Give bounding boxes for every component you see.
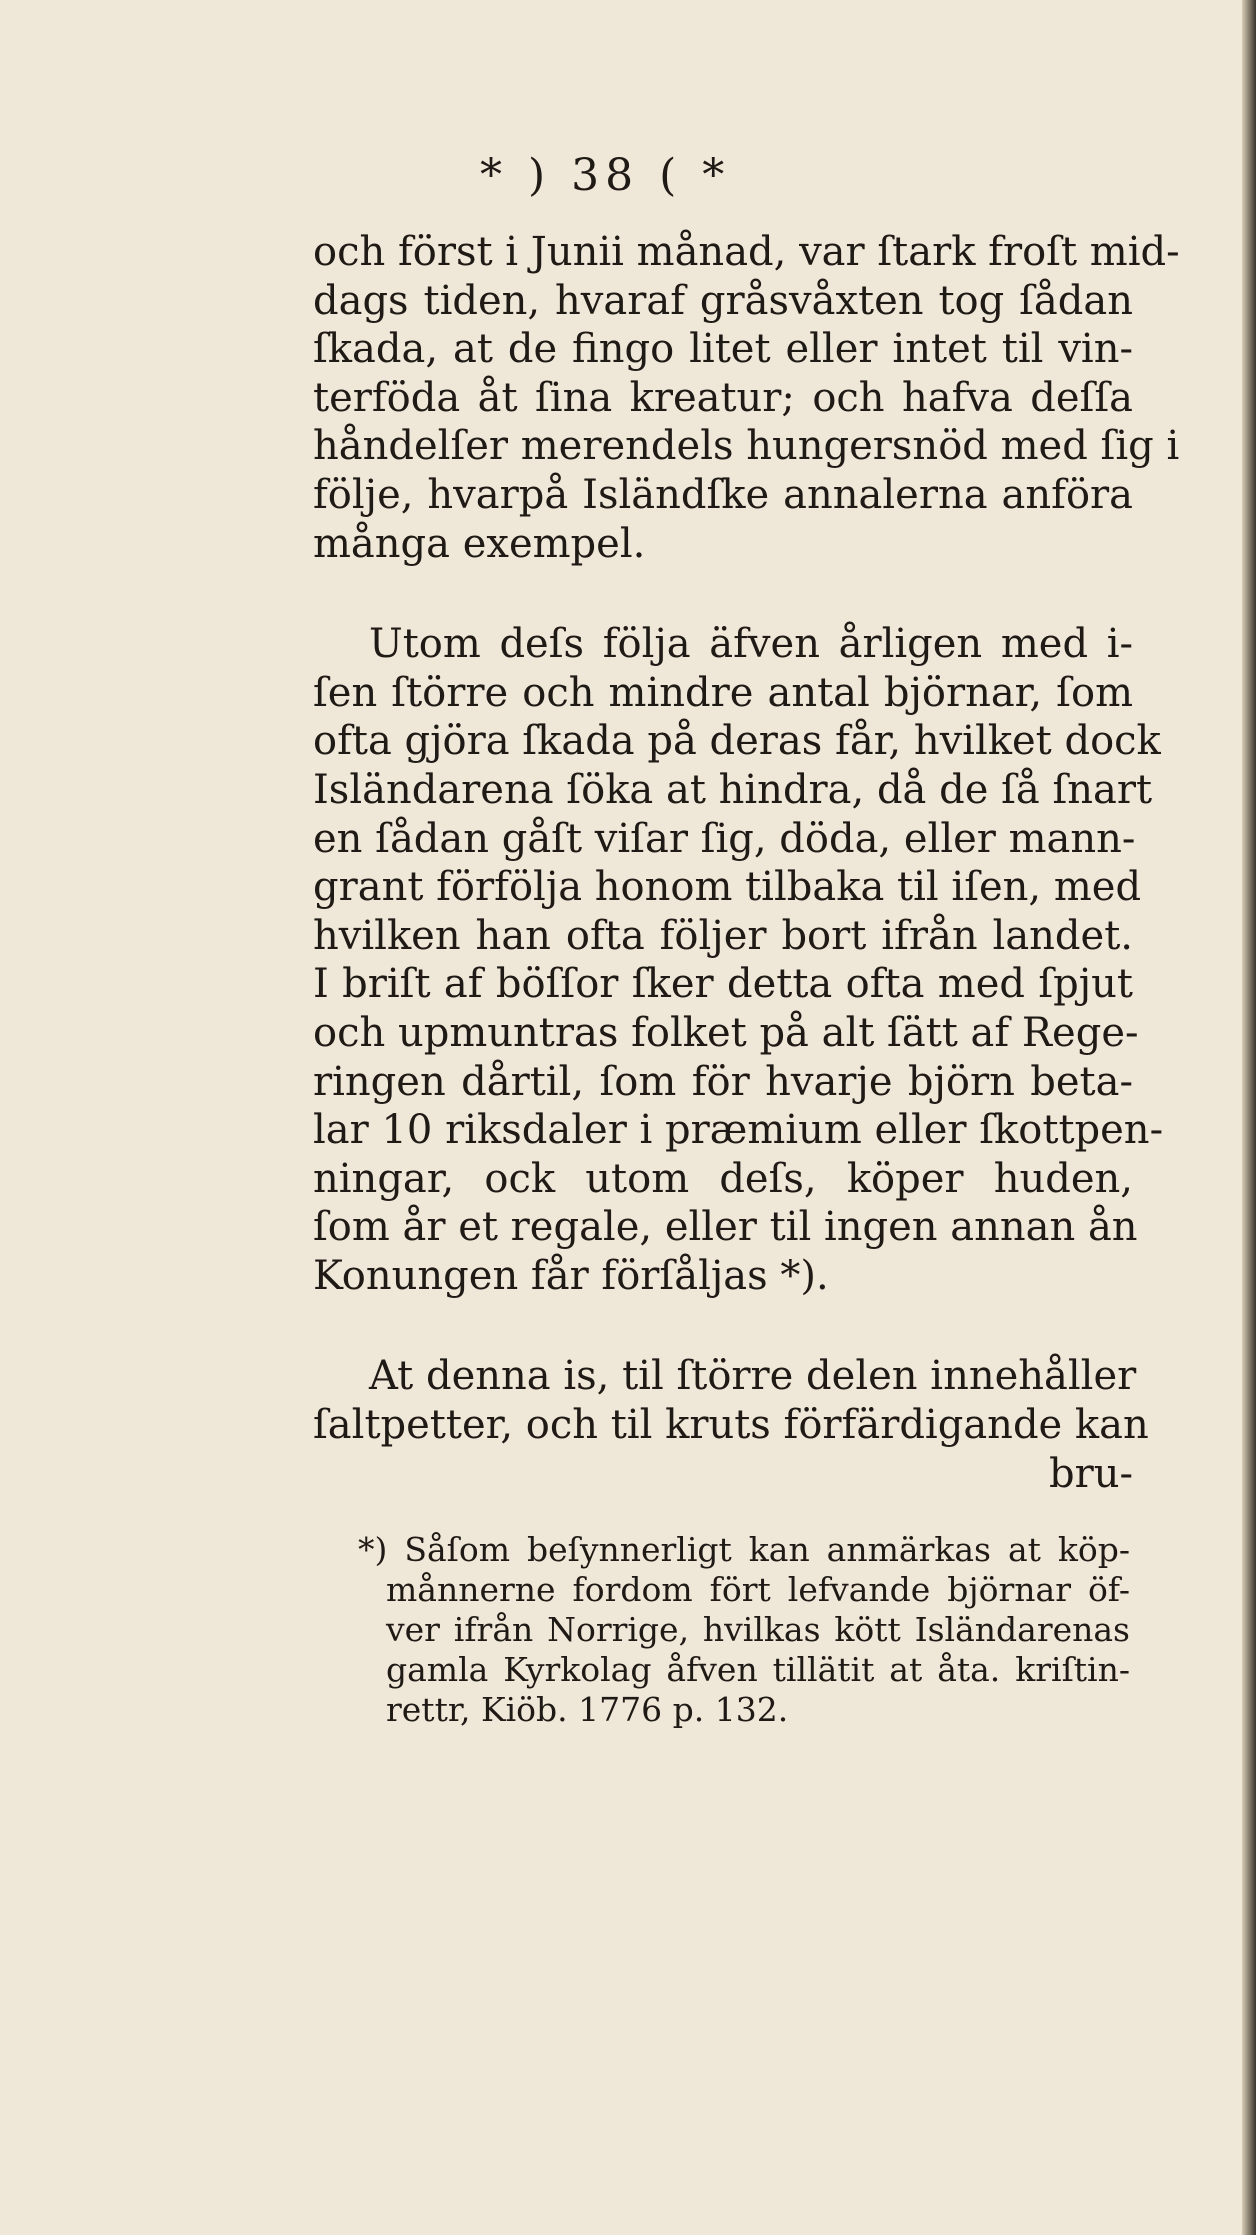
footnote bbox=[340, 1530, 1130, 1730]
paragraph-gap bbox=[313, 1300, 1133, 1352]
footnote-line: *) Såſom beſynnerligt kan anmärkas at köp- bbox=[358, 1530, 1130, 1569]
text-line: ofta gjöra ſkada på deras får, hvilket dock bbox=[313, 718, 1161, 765]
text-line: At denna is, til ſtörre delen innehåller bbox=[369, 1353, 1137, 1400]
footnote-line: ver ifrån Norrige, hvilkas kött Isländarenas bbox=[386, 1610, 1130, 1649]
text-line: Isländarena ſöka at hindra, då de ſå ſnart bbox=[313, 766, 1153, 813]
text-line: ſaltpetter, och til kruts förfärdigande kan bbox=[313, 1402, 1149, 1449]
text-line: ringen dårtil, ſom för hvarje björn beta- bbox=[313, 1058, 1133, 1105]
text-line: Konungen får förſåljas *). bbox=[313, 1252, 829, 1299]
text-line: dags tiden, hvaraf gråsvåxten tog ſådan bbox=[313, 277, 1133, 324]
text-line: hvilken han ofta följer bort ifrån landet. bbox=[313, 912, 1133, 959]
running-head: * ) 38 ( * bbox=[480, 150, 731, 201]
paragraph-3 bbox=[313, 1352, 1149, 1498]
footnote-line: rettr, Kiöb. 1776 p. 132. bbox=[386, 1690, 789, 1729]
paragraph-2 bbox=[313, 620, 1164, 1300]
text-line: många exempel. bbox=[313, 520, 646, 567]
text-line: grant förfölja honom tilbaka til iſen, med bbox=[313, 864, 1142, 911]
text-line: ningar, ock utom deſs, köper huden, bbox=[313, 1155, 1133, 1202]
text-line: och först i Junii månad, var ſtark froſt mid- bbox=[313, 229, 1180, 275]
text-line: och upmuntras folket på alt ſätt af Rege- bbox=[313, 1009, 1139, 1056]
text-line: en ſådan gåſt viſar ſig, döda, eller mann- bbox=[313, 815, 1136, 862]
text-line: I briſt af böſſor ſker detta ofta med ſpjut bbox=[313, 961, 1133, 1008]
page-edge-shadow bbox=[1242, 0, 1256, 2235]
footnote-line: gamla Kyrkolag åfven tillätit at åta. kriſtin- bbox=[386, 1650, 1130, 1689]
paragraph-1 bbox=[313, 228, 1180, 568]
text-line: ſom år et regale, eller til ingen annan ån bbox=[313, 1204, 1138, 1251]
text-line: terföda åt ſina kreatur; och hafva deſſa bbox=[313, 374, 1133, 421]
text-line: följe, hvarpå Isländſke annalerna anföra bbox=[313, 471, 1133, 518]
text-line: håndelſer merendels hungersnöd med ſig i bbox=[313, 423, 1180, 470]
text-line: lar 10 riksdaler i præmium eller ſkottpen- bbox=[313, 1107, 1164, 1154]
paragraph-gap bbox=[313, 568, 1133, 620]
text-line: ſkada, at de fingo litet eller intet til vin- bbox=[313, 326, 1133, 373]
catchword: bru- bbox=[1048, 1450, 1133, 1497]
main-text bbox=[313, 228, 1180, 1498]
footnote-line: månnerne fordom fört lefvande björnar öf- bbox=[386, 1570, 1130, 1609]
text-line: Utom deſs följa äfven årligen med i- bbox=[369, 621, 1133, 668]
text-line: ſen ſtörre och mindre antal björnar, ſom bbox=[313, 669, 1133, 716]
